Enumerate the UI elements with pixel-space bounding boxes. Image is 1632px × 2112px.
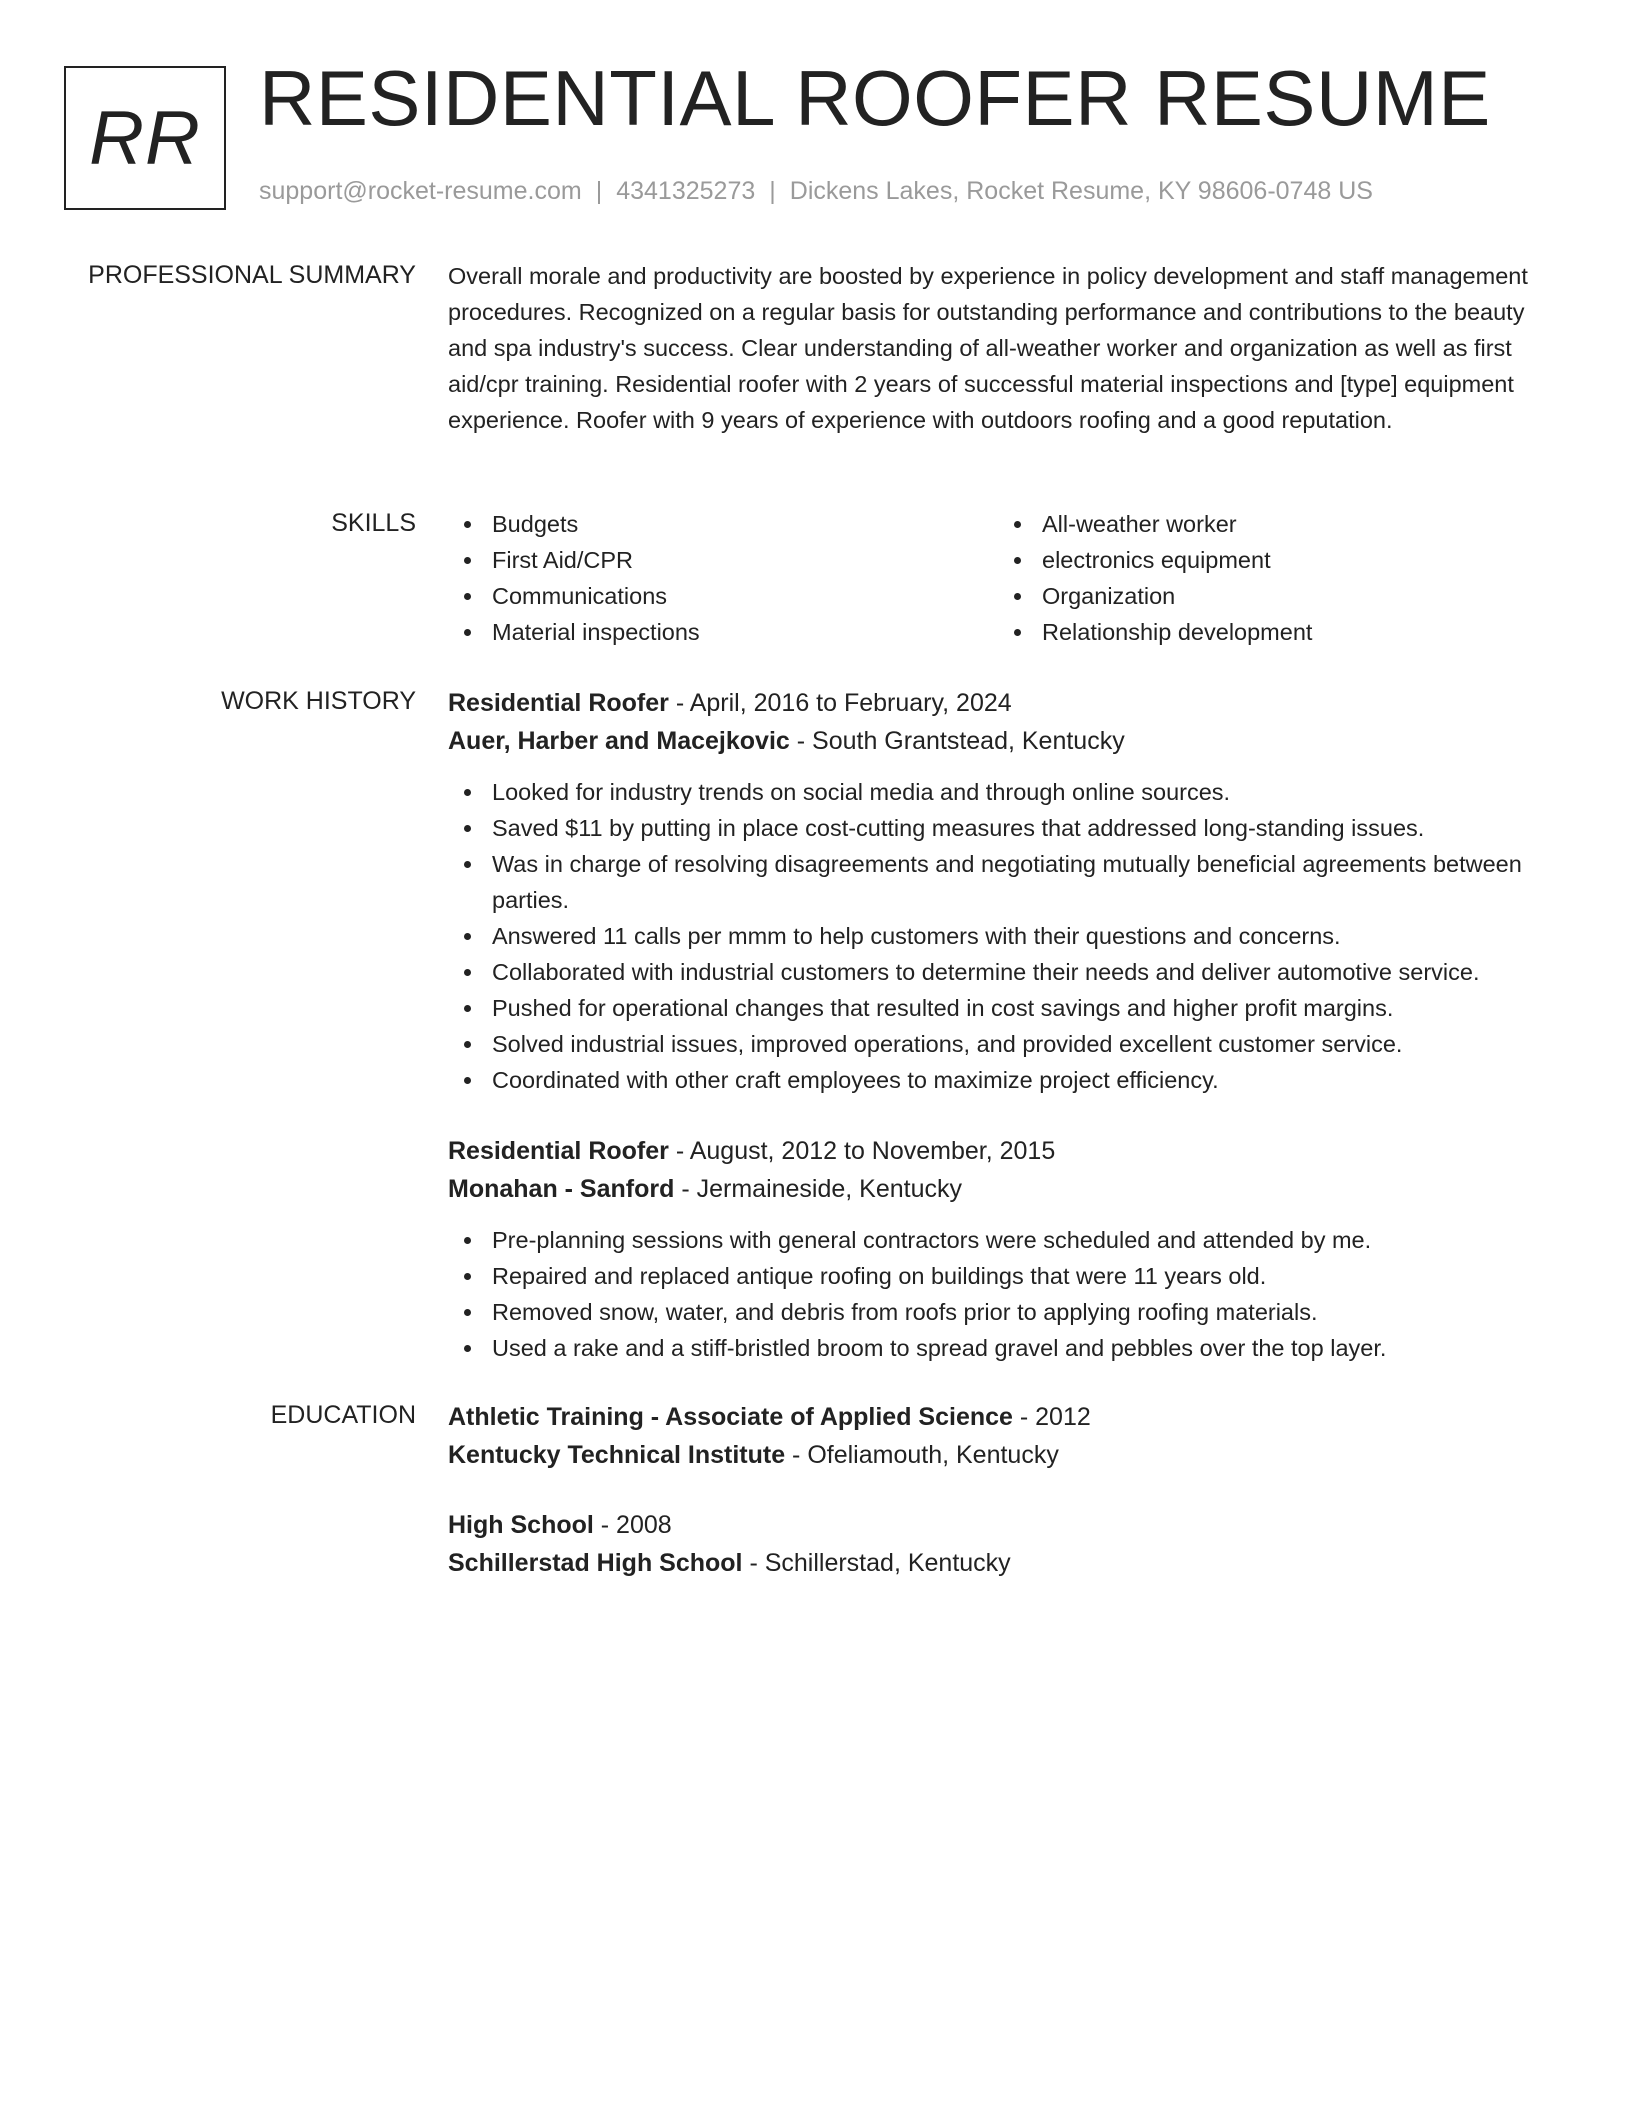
job-entry [448, 1132, 1568, 1366]
education-year: - 2008 [593, 1511, 672, 1539]
education-degree: Athletic Training - Associate of Applied Science [448, 1403, 1013, 1431]
job-duties [448, 774, 1568, 1098]
job-dates: - April, 2016 to February, 2024 [668, 689, 1012, 717]
job-duty: Repaired and replaced antique roofing on buildings that were 11 years old. [448, 1258, 1568, 1294]
contact-email: support@rocket-resume.com [259, 177, 582, 205]
education-location: - Schillerstad, Kentucky [742, 1549, 1011, 1577]
skills-list-left [448, 506, 998, 650]
job-duty: Pushed for operational changes that resulted in cost savings and higher profit margins. [448, 990, 1568, 1026]
education-body [448, 1398, 1568, 1582]
job-title: Residential Roofer [448, 689, 669, 717]
job-dates: - August, 2012 to November, 2015 [668, 1137, 1056, 1165]
education-degree-line [448, 1506, 1568, 1544]
job-duty: Coordinated with other craft employees to maximize project efficiency. [448, 1062, 1568, 1098]
contact-line [259, 175, 1373, 207]
skill-item: electronics equipment [998, 542, 1548, 578]
job-entry [448, 684, 1568, 1098]
skill-item: All-weather worker [998, 506, 1548, 542]
job-duty: Removed snow, water, and debris from roofs prior to applying roofing materials. [448, 1294, 1568, 1330]
job-duty: Answered 11 calls per mmm to help customers with their questions and concerns. [448, 918, 1568, 954]
education-degree-line [448, 1398, 1568, 1436]
job-title: Residential Roofer [448, 1137, 669, 1165]
job-duty: Collaborated with industrial customers to determine their needs and deliver automotive service. [448, 954, 1568, 990]
skills-grid [448, 506, 1568, 650]
job-location: - South Grantstead, Kentucky [789, 727, 1125, 755]
skill-item: Budgets [448, 506, 998, 542]
job-company: Auer, Harber and Macejkovic [448, 727, 790, 755]
skill-item: First Aid/CPR [448, 542, 998, 578]
skills-list-right [998, 506, 1548, 650]
work-history-body [448, 684, 1568, 1361]
skill-item: Communications [448, 578, 998, 614]
work-history-label: WORK HISTORY [221, 687, 416, 715]
contact-address: Dickens Lakes, Rocket Resume, KY 98606-0748 US [789, 177, 1373, 205]
job-duty: Pre-planning sessions with general contractors were scheduled and attended by me. [448, 1222, 1568, 1258]
education-location: - Ofeliamouth, Kentucky [785, 1441, 1059, 1469]
job-duty: Was in charge of resolving disagreements and negotiating mutually beneficial agreements between parties. [448, 846, 1568, 918]
job-duty: Saved $11 by putting in place cost-cutting measures that addressed long-standing issues. [448, 810, 1568, 846]
job-location: - Jermaineside, Kentucky [674, 1175, 963, 1203]
resume-title: RESIDENTIAL ROOFER RESUME [259, 54, 1491, 142]
summary-label: PROFESSIONAL SUMMARY [88, 261, 416, 289]
contact-phone: 4341325273 [616, 177, 756, 205]
contact-separator: | [595, 177, 603, 205]
education-degree: High School [448, 1511, 594, 1539]
skill-item: Organization [998, 578, 1548, 614]
job-company: Monahan - Sanford [448, 1175, 675, 1203]
education-entry [448, 1506, 1568, 1582]
education-school: Kentucky Technical Institute [448, 1441, 786, 1469]
education-label: EDUCATION [270, 1401, 416, 1429]
education-year: - 2012 [1012, 1403, 1091, 1431]
summary-text: Overall morale and productivity are boosted by experience in policy development and staff management procedures. Recognized on a regular basis for outstanding performance and contributions to the beauty and spa industry's success. Clear understanding of all-weather worker and organization as well as first aid/cpr training. Residential roofer with 2 years of successful material inspections and [type] equipment experience. Roofer with 9 years of experience with outdoors roofing and a good reputation. [448, 263, 1528, 433]
skills-label: SKILLS [331, 509, 416, 537]
job-title-line [448, 1132, 1568, 1170]
education-school-line [448, 1544, 1568, 1582]
job-duties [448, 1222, 1568, 1366]
job-duty: Used a rake and a stiff-bristled broom to spread gravel and pebbles over the top layer. [448, 1330, 1568, 1366]
education-entry [448, 1398, 1568, 1474]
skill-item: Relationship development [998, 614, 1548, 650]
job-duty: Solved industrial issues, improved operations, and provided excellent customer service. [448, 1026, 1568, 1062]
monogram-text: RR [89, 95, 201, 181]
job-duty: Looked for industry trends on social media and through online sources. [448, 774, 1568, 810]
contact-separator: | [769, 177, 776, 205]
job-company-line [448, 1170, 1568, 1208]
job-title-line [448, 684, 1568, 722]
education-school: Schillerstad High School [448, 1549, 743, 1577]
monogram-badge [64, 66, 226, 210]
job-company-line [448, 722, 1568, 760]
skill-item: Material inspections [448, 614, 998, 650]
education-school-line [448, 1436, 1568, 1474]
